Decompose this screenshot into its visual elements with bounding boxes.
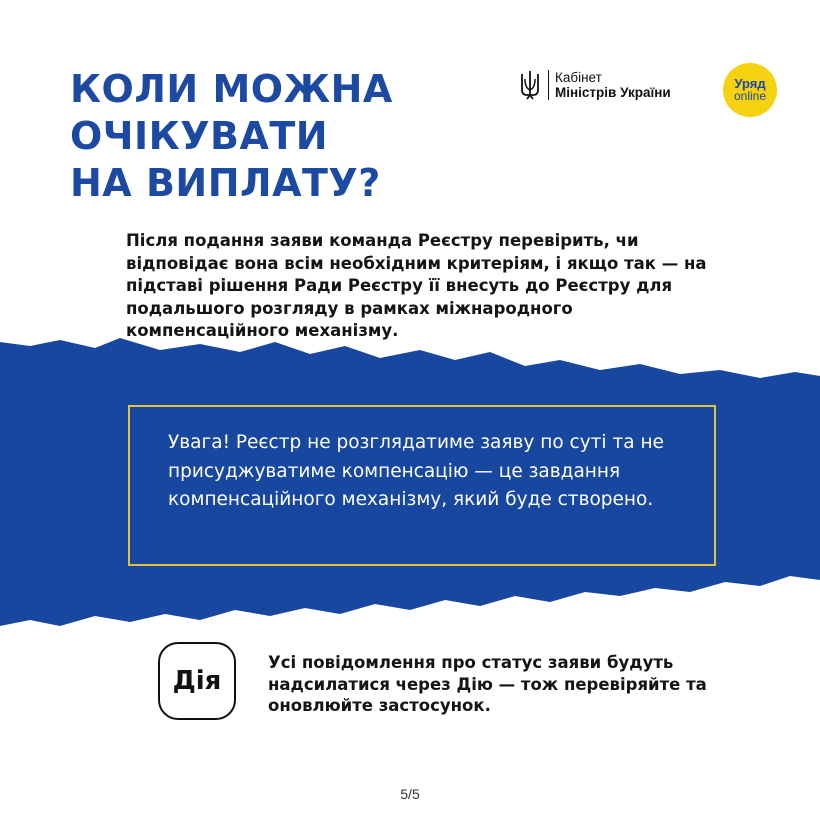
diia-icon-label: Дія: [172, 666, 222, 696]
diia-app-icon: [158, 642, 236, 720]
cabinet-name: [555, 70, 671, 100]
diia-notification-text: Усі повідомлення про статус заяви будуть надсилатися через Дію — тож перевіряйте та оновлюйте застосунок.: [268, 653, 707, 715]
title-line-3: НА ВИПЛАТУ?: [70, 161, 381, 205]
title-line-1: КОЛИ МОЖНА: [70, 67, 393, 111]
cabinet-line-1: Кабінет: [555, 70, 602, 85]
logo-divider: [548, 70, 549, 100]
notice-text: Увага! Реєстр не розглядатиме заяву по суті та не присуджуватиме компенсацію — це завдання компенсаційного механізму, який буде створено.: [168, 432, 664, 510]
notice-box: [128, 405, 716, 566]
title-line-2: ОЧІКУВАТИ: [70, 114, 329, 158]
uryad-online-logo: [723, 63, 777, 117]
uryad-line-1: Уряд: [734, 76, 766, 91]
intro-text: Після подання заяви команда Реєстру перевірить, чи відповідає вона всім необхідним критеріям, і якщо так — на підставі рішення Ради Реєстру її внесуть до Реєстру для подальшого розгляду в рамках міжнародного компенсаційного механізму.: [126, 231, 707, 341]
trident-icon: [520, 70, 540, 100]
cabinet-line-2: Міністрів України: [555, 85, 671, 100]
page-counter: 5/5: [400, 786, 420, 802]
uryad-line-2: online: [733, 89, 767, 103]
page-title: [70, 66, 430, 207]
cabinet-logo: [520, 68, 671, 102]
